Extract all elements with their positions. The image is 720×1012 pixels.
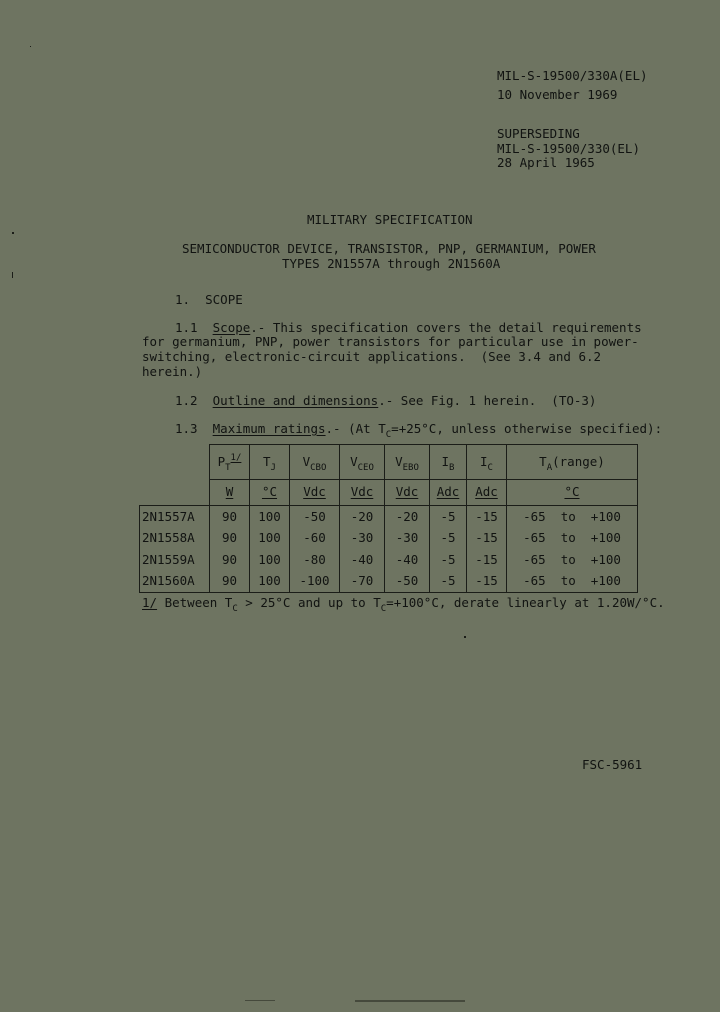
unit-cell: Vdc [290, 480, 340, 506]
value-cell: -65 to +100 [507, 528, 638, 550]
value-cell: 90 [210, 571, 250, 593]
header-pt: $P_T^{1/}$ [210, 445, 250, 480]
value-cell: -70 [340, 571, 385, 593]
value-cell: -5 [430, 506, 467, 528]
table-units-row [140, 480, 638, 506]
unit-cell: Adc [467, 480, 507, 506]
value-cell: -20 [340, 506, 385, 528]
scan-speck [464, 636, 466, 638]
paragraph-1-2-title: Outline and dimensions [212, 393, 379, 408]
superseded-number: MIL-S-19500/330(EL) [497, 141, 640, 156]
paragraph-1-1-number: 1.1 [175, 320, 198, 335]
superseded-date: 28 April 1965 [497, 155, 595, 170]
value-cell: -50 [290, 506, 340, 528]
fsc-code: FSC-5961 [582, 757, 643, 772]
paragraph-1-2-number: 1.2 [175, 393, 198, 408]
footnote-reference: 1/ [230, 452, 242, 463]
paragraph-1-3-text-b: =+25°C, unless otherwise specified): [391, 421, 663, 436]
value-cell: 100 [250, 571, 290, 593]
value-cell: -15 [467, 571, 507, 593]
unit-cell: Adc [430, 480, 467, 506]
scan-speck [12, 272, 13, 278]
header-ib: $I_B$ [430, 445, 467, 480]
table-row [140, 506, 638, 528]
scan-speck [12, 232, 14, 234]
value-cell: 90 [210, 528, 250, 550]
spec-type-heading: MILITARY SPECIFICATION [307, 212, 473, 227]
superseding-label: SUPERSEDING [497, 126, 580, 141]
unit-cell: Vdc [385, 480, 430, 506]
derating-footnote: 1/ Between $T_C > 25^\circ C$ and up to $T_C=+100^\circ C$, derate linearly at 1.20W/°C. [142, 595, 665, 614]
value-cell: -100 [290, 571, 340, 593]
value-cell: -30 [340, 528, 385, 550]
table-row [140, 528, 638, 550]
paragraph-1-3-number: 1.3 [175, 421, 198, 436]
paragraph-1-1-line4: herein.) [142, 364, 203, 379]
type-cell: 2N1558A [140, 528, 210, 550]
scope-heading: SCOPE [205, 292, 243, 307]
value-cell: -65 to +100 [507, 549, 638, 571]
unit-cell: °C [507, 480, 638, 506]
value-cell: 90 [210, 506, 250, 528]
value-cell: -15 [467, 528, 507, 550]
scan-speck [245, 1000, 275, 1001]
type-cell: 2N1560A [140, 571, 210, 593]
paragraph-1-1-title: Scope [212, 320, 251, 335]
paragraph-1-3 [175, 421, 663, 440]
units-blank [140, 480, 210, 506]
value-cell: -15 [467, 506, 507, 528]
header-vcbo: $V_{CBO}$ [290, 445, 340, 480]
type-cell: 2N1557A [140, 506, 210, 528]
paragraph-1-3-subscript: C [385, 430, 392, 440]
table-row [140, 571, 638, 593]
value-cell: -60 [290, 528, 340, 550]
value-cell: 100 [250, 528, 290, 550]
value-cell: 100 [250, 506, 290, 528]
header-vebo: $V_{EBO}$ [385, 445, 430, 480]
paragraph-1-1-text: .- This specification covers the detail requirements [250, 320, 642, 335]
paragraph-1-1-line1 [175, 322, 642, 335]
paragraph-1-2-text: .- See Fig. 1 herein. (TO-3) [378, 393, 597, 408]
value-cell: -50 [385, 571, 430, 593]
scan-speck [355, 1000, 465, 1002]
value-cell: -5 [430, 549, 467, 571]
table-row [140, 549, 638, 571]
table-header-row [140, 445, 638, 480]
paragraph-1-2 [175, 395, 596, 408]
value-cell: -20 [385, 506, 430, 528]
scope-number: 1. [175, 292, 191, 307]
header-vceo: $V_{CEO}$ [340, 445, 385, 480]
type-cell: 2N1559A [140, 549, 210, 571]
scope-section-heading [175, 294, 243, 307]
unit-cell: °C [250, 480, 290, 506]
spec-title-line2: TYPES 2N1557A through 2N1560A [282, 256, 501, 271]
value-cell: 90 [210, 549, 250, 571]
unit-cell: W [210, 480, 250, 506]
paragraph-1-3-title: Maximum ratings [212, 421, 326, 436]
value-cell: -5 [430, 528, 467, 550]
document-date: 10 November 1969 [497, 87, 618, 102]
value-cell: -80 [290, 549, 340, 571]
value-cell: -30 [385, 528, 430, 550]
paragraph-1-1-line2: for germanium, PNP, power transistors for particular use in power- [142, 334, 639, 349]
spec-title-line1: SEMICONDUCTOR DEVICE, TRANSISTOR, PNP, GERMANIUM, POWER [182, 241, 596, 256]
unit-cell: Vdc [340, 480, 385, 506]
header-ic: $I_C$ [467, 445, 507, 480]
table-header-blank [140, 445, 210, 480]
value-cell: 100 [250, 549, 290, 571]
paragraph-1-1-line3: switching, electronic-circuit applications. (See 3.4 and 6.2 [142, 349, 602, 364]
maximum-ratings-table [139, 444, 638, 593]
value-cell: -15 [467, 549, 507, 571]
header-tj: $T_J$ [250, 445, 290, 480]
value-cell: -40 [385, 549, 430, 571]
header-ta-range: $T_A(range)$ [507, 445, 638, 480]
paragraph-1-3-text-a: .- (At T [325, 421, 386, 436]
value-cell: -40 [340, 549, 385, 571]
footnote-mark: 1/ [142, 595, 158, 610]
value-cell: -65 to +100 [507, 571, 638, 593]
scan-speck [30, 46, 31, 47]
value-cell: -5 [430, 571, 467, 593]
document-number: MIL-S-19500/330A(EL) [497, 68, 648, 83]
value-cell: -65 to +100 [507, 506, 638, 528]
